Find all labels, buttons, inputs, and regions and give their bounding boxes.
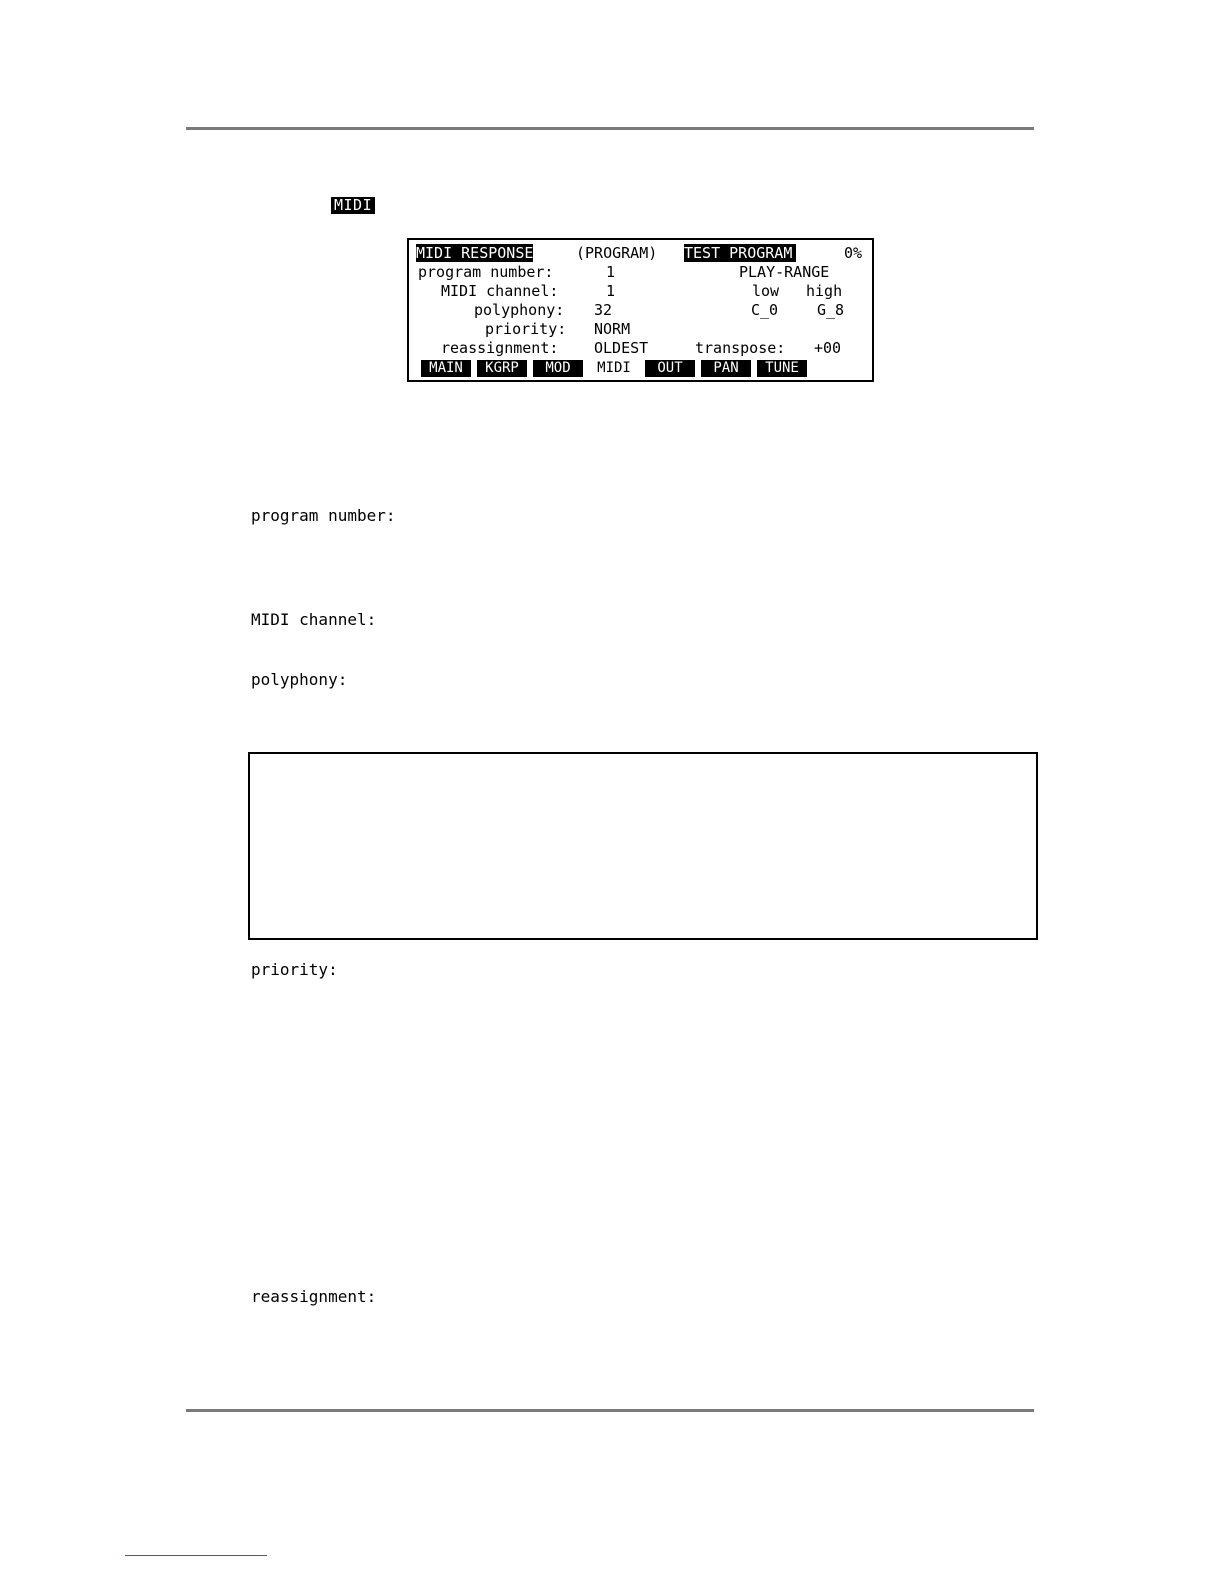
lcd-program-number-label: program number: bbox=[418, 263, 554, 281]
lcd-priority-label: priority: bbox=[485, 320, 567, 338]
lcd-program-number-value[interactable]: 1 bbox=[606, 263, 616, 281]
softkey-mod[interactable]: MOD bbox=[533, 360, 583, 377]
softkey-pan[interactable]: PAN bbox=[701, 360, 751, 377]
softkey-tune[interactable]: TUNE bbox=[757, 360, 807, 377]
lcd-percent: 0% bbox=[844, 244, 863, 262]
softkey-kgrp[interactable]: KGRP bbox=[477, 360, 527, 377]
lcd-reassignment-label: reassignment: bbox=[441, 339, 559, 357]
section-program-number: program number: bbox=[251, 506, 396, 525]
lcd-low-label: low bbox=[752, 282, 780, 300]
softkey-main[interactable]: MAIN bbox=[421, 360, 471, 377]
lcd-transpose-value[interactable]: +00 bbox=[814, 339, 842, 357]
lcd-screen-title: MIDI RESPONSE bbox=[416, 244, 534, 262]
lcd-program-name: TEST PROGRAM bbox=[684, 244, 796, 262]
lcd-transpose-label: transpose: bbox=[695, 339, 786, 357]
section-polyphony: polyphony: bbox=[251, 670, 348, 689]
lcd-midi-channel-label: MIDI channel: bbox=[441, 282, 559, 300]
lcd-low-value[interactable]: C_0 bbox=[751, 301, 779, 319]
lcd-high-value[interactable]: G_8 bbox=[817, 301, 845, 319]
lcd-reassignment-value[interactable]: OLDEST bbox=[594, 339, 649, 357]
bottom-rule bbox=[186, 1409, 1034, 1412]
midi-mode-chip: MIDI bbox=[331, 197, 375, 214]
lcd-priority-value[interactable]: NORM bbox=[594, 320, 631, 338]
section-midi-channel: MIDI channel: bbox=[251, 610, 377, 629]
lcd-play-range-label: PLAY-RANGE bbox=[739, 263, 830, 281]
footer-link-underline[interactable] bbox=[125, 1555, 267, 1556]
lcd-high-label: high bbox=[806, 282, 843, 300]
lcd-context: (PROGRAM) bbox=[576, 244, 658, 262]
lcd-screen bbox=[407, 238, 874, 382]
note-box bbox=[248, 752, 1038, 940]
softkey-out[interactable]: OUT bbox=[645, 360, 695, 377]
section-priority: priority: bbox=[251, 960, 338, 979]
softkey-midi[interactable]: MIDI bbox=[589, 360, 639, 377]
top-rule bbox=[186, 127, 1034, 130]
lcd-polyphony-label: polyphony: bbox=[474, 301, 565, 319]
lcd-polyphony-value[interactable]: 32 bbox=[594, 301, 613, 319]
section-reassignment: reassignment: bbox=[251, 1287, 377, 1306]
lcd-midi-channel-value[interactable]: 1 bbox=[606, 282, 616, 300]
